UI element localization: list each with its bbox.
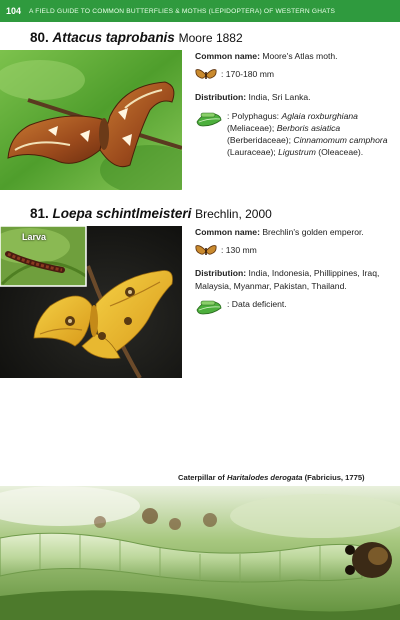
host-plant-name: Cinnamomum camphora (293, 135, 388, 146)
scientific-name: Attacus taprobanis (52, 30, 175, 45)
distribution-row (195, 91, 395, 103)
common-name-label: Common name: (195, 51, 260, 61)
atlas-moth-photo (0, 50, 182, 190)
common-name-label: Common name: (195, 227, 260, 237)
caption-authority: (Fabricius, 1775) (304, 473, 365, 482)
caterpillar-photo (0, 486, 400, 620)
host-plant-text (227, 110, 395, 159)
species-number: 81. (30, 206, 49, 221)
wingspan-value: : 130 mm (221, 245, 257, 256)
host-plant-family: (Meliaceae); (227, 122, 275, 133)
host-plant-prefix: : Polyphagus: (227, 110, 280, 121)
species-80-title (30, 30, 243, 45)
larva-label: Larva (22, 232, 47, 242)
host-plant-family: (Berberidaceae); (227, 135, 292, 146)
species-81-title (30, 206, 272, 221)
common-name-row (195, 226, 395, 238)
host-plant-name: Berboris asiatica (276, 122, 341, 133)
authority: Moore 1882 (178, 31, 243, 45)
running-title: A FIELD GUIDE TO COMMON BUTTERFLIES & MOTHS (LEPIDOPTERA) OF WESTERN GHATS (29, 7, 336, 15)
host-plant-row (195, 298, 395, 319)
golden-emperor-photo (0, 226, 182, 378)
distribution-label: Distribution: (195, 92, 247, 103)
moth-wingspan-icon (195, 244, 217, 261)
distribution-label: Distribution: (195, 268, 247, 279)
caption-prefix: Caterpillar of (178, 473, 225, 482)
leaf-larva-icon (195, 298, 223, 319)
host-plant-row (195, 110, 395, 159)
host-plant-text: : Data deficient. (227, 298, 287, 309)
figure-caption (178, 473, 365, 482)
common-name: Brechlin's golden emperor. (262, 227, 364, 237)
wingspan-row (195, 68, 395, 85)
caption-scientific-name: Haritalodes derogata (226, 473, 303, 482)
leaf-larva-icon (195, 110, 223, 131)
host-plant-name: Ligustrum (278, 147, 316, 158)
host-plant-family: (Oleaceae). (318, 147, 364, 158)
wingspan-row (195, 244, 395, 261)
distribution-row (195, 267, 395, 291)
species-number: 80. (30, 30, 49, 45)
host-plant-name: Aglaia roxburghiana (281, 110, 358, 121)
moth-wingspan-icon (195, 68, 217, 85)
common-name: Moore's Atlas moth. (262, 51, 338, 61)
distribution-value: India, Indonesia, Phillippines, Iraq, Malaysia, Myanmar, Pakistan, Thailand. (195, 268, 380, 291)
page-number: 104 (6, 6, 22, 16)
authority: Brechlin, 2000 (195, 207, 272, 221)
species-81-info (195, 226, 395, 325)
wingspan-value: : 170-180 mm (221, 69, 275, 80)
distribution-value: India, Sri Lanka. (248, 92, 311, 103)
running-header (0, 0, 400, 22)
common-name-row (195, 50, 395, 62)
host-plant-family: (Lauraceae); (227, 147, 276, 158)
scientific-name: Loepa schintlmeisteri (52, 206, 192, 221)
species-80-info (195, 50, 395, 164)
